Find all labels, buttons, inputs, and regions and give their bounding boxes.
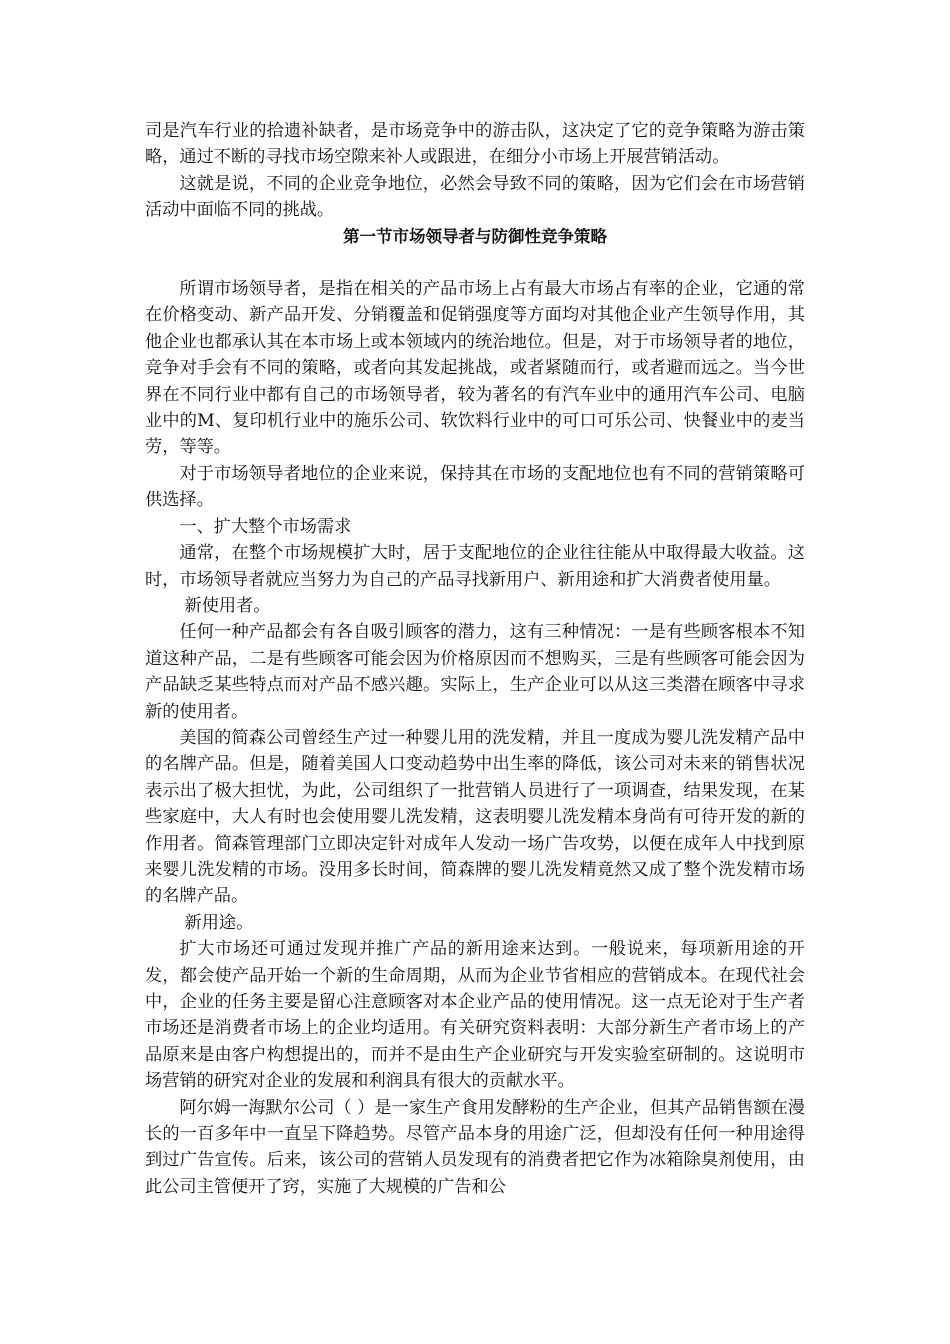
paragraph-4: 对于市场领导者地位的企业来说，保持其在市场的支配地位也有不同的营销策略可供选择。 [145, 463, 805, 511]
spacer [145, 250, 805, 276]
paragraph-2: 这就是说，不同的企业竞争地位，必然会导致不同的策略，因为它们会在市场营销活动中面临不同的挑战。 [145, 173, 805, 221]
paragraph-12: 阿尔姆一海默尔公司（ ）是一家生产食用发酵粉的生产企业，但其产品销售额在漫长的一百多年中一直呈下降趋势。尽管产品本身的用途广泛，但却没有任何一种用途得到过广告宣传。后来，该公司的营销人员发现有的消费者把它作为冰箱除臭剂使用，由此公司主管便开了窍，实施了大规模的广告和公 [145, 1097, 805, 1197]
subheading-new-users: 新使用者。 [184, 595, 271, 616]
section-title: 第一节市场领导者与防御性竞争策略 [343, 226, 607, 246]
subheading-expand-market: 一、扩大整个市场需求 [179, 516, 352, 537]
paragraph-11: 扩大市场还可通过发现并推广产品的新用途来达到。一般说来，每项新用途的开发，都会使产品开始一个新的生命周期，从而为企业节省相应的营销成本。在现代社会中，企业的任务主要是留心注意顾客对本企业产品的使用情况。这一点无论对于生产者市场还是消费者市场上的企业均适用。有关研究资料表明：大部分新生产者市场上的产品原来是由客户构想提出的，而并不是由生产企业研究与开发实验室研制的。这说明市场营销的研究对企业的发展和利润具有很大的贡献水平。 [145, 939, 805, 1092]
paragraph-9: 美国的简森公司曾经生产过一种婴儿用的洗发精，并且一度成为婴儿洗发精产品中的名牌产品。但是，随着美国人口变动趋势中出生率的降低，该公司对未来的销售状况表示出了极大担忧，为此，公司组织了一批营销人员进行了一项调查，结果发现，在某些家庭中，大人有时也会使用婴儿洗发精，这表明婴儿洗发精本身尚有可待开发的新的作用者。简森管理部门立即决定针对成年人发动一场广告攻势，以便在成年人中找到原来婴儿洗发精的市场。没用多长时间，简森牌的婴儿洗发精竟然又成了整个洗发精市场的名牌产品。 [145, 727, 805, 907]
paragraph-6: 通常，在整个市场规模扩大时，居于支配地位的企业往往能从中取得最大收益。这时，市场领导者就应当努力为自己的产品寻找新用户、新用途和扩大消费者使用量。 [145, 543, 805, 590]
subheading-new-uses: 新用途。 [184, 912, 254, 933]
paragraph-3: 所谓市场领导者，是指在相关的产品市场上占有最大市场占有率的企业，它通的常在价格变动、新产品开发、分销覆盖和促销强度等方面均对其他企业产生领导作用，其他企业也都承认其在本市场上或本领域内的统治地位。但是，对于市场领导者的地位，竞争对手会有不同的策略，或者向其发起挑战，或者紧随而行，或者避而远之。当今世界在不同行业中都有自己的市场领导者，较为著名的有汽车业中的通用汽车公司、电脑业中的M、复印机行业中的施乐公司、软饮料行业中的可口可乐公司、快餐业中的麦当劳，等等。 [145, 279, 805, 458]
paragraph-1: 司是汽车行业的拾遗补缺者，是市场竞争中的游击队，这决定了它的竞争策略为游击策略，通过不断的寻找市场空隙来补人或跟进，在细分小市场上开展营销活动。 [145, 121, 805, 168]
paragraph-8: 任何一种产品都会有各自吸引顾客的潜力，这有三种情况：一是有些顾客根本不知道这种产品，二是有些顾客可能会因为价格原因而不想购买，三是有些顾客可能会因为产品缺乏某些特点而对产品不感兴趣。实际上，生产企业可以从这三类潜在顾客中寻求新的使用者。 [145, 622, 805, 722]
document-body [145, 118, 805, 1200]
